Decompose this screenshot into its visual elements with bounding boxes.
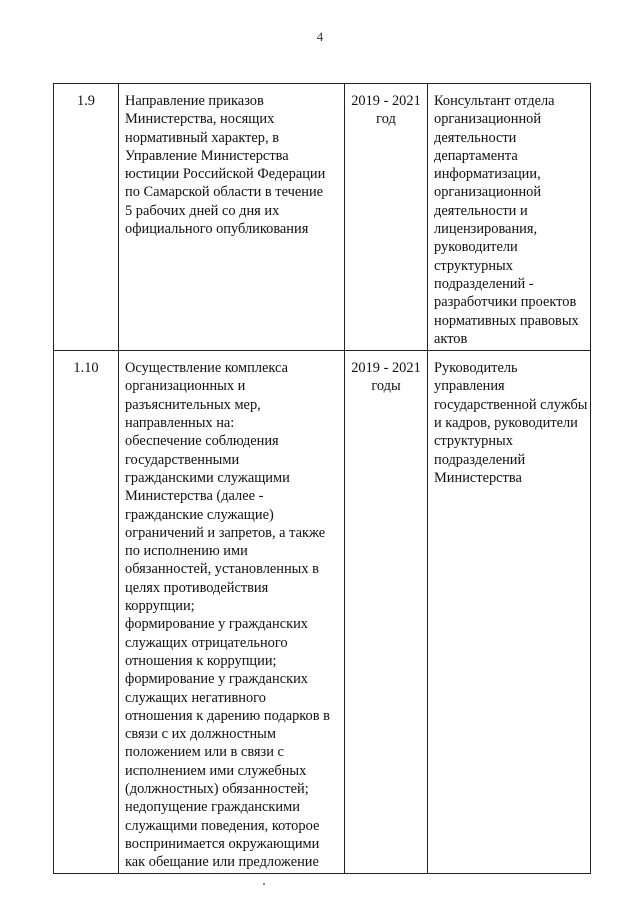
scan-dot — [263, 883, 265, 885]
measures-table — [53, 83, 591, 874]
action-text-line: ограничений и запретов, а также — [125, 524, 326, 541]
action-text-line: целях противодействия — [125, 579, 269, 596]
responsible-text-line: актов — [434, 330, 468, 347]
period-text-line: год — [376, 111, 396, 128]
responsible-text-line: организационной — [434, 184, 542, 201]
responsible-text-line: подразделений - — [434, 275, 534, 292]
action-text-line: по исполнению ими — [125, 543, 248, 560]
period-cell — [345, 84, 428, 351]
responsible-text-line: департамента — [434, 147, 518, 164]
action-text-line: организационных и — [125, 378, 246, 395]
table-row — [54, 84, 591, 351]
page-number: 4 — [316, 29, 324, 44]
item-number-cell — [54, 351, 119, 874]
responsible-text-line: разработчики проектов — [434, 294, 577, 311]
action-text-line: Направление приказов — [125, 93, 264, 109]
table-row — [54, 351, 591, 874]
action-text-line: формирование у гражданских — [125, 671, 308, 688]
action-text-line: направленных на: — [125, 415, 235, 432]
action-text-line: коррупции; — [125, 598, 195, 615]
action-text-line: положением или в связи с — [125, 744, 284, 761]
responsible-text-line: информатизации, — [434, 166, 541, 183]
responsible-text-line: деятельности и — [434, 202, 528, 219]
action-text-line: официального опубликования — [125, 221, 309, 238]
period-text-line: 2019 - 2021 — [351, 93, 421, 109]
item-number: 1.10 — [73, 360, 99, 377]
responsible-text-line: и кадров, руководители — [434, 415, 578, 432]
responsible-text-line: структурных — [434, 257, 513, 274]
item-number: 1.9 — [77, 93, 95, 109]
action-text-line: по Самарской области в течение — [125, 184, 324, 201]
action-text-line: юстиции Российской Федерации — [125, 166, 326, 183]
action-text-line: Министерства, носящих — [125, 111, 275, 128]
action-text-line: 5 рабочих дней со дня их — [125, 202, 280, 219]
action-text-line: (должностных) обязанностей; — [125, 780, 309, 797]
action-text-line: Управление Министерства — [125, 147, 289, 164]
responsible-text-line: Консультант отдела — [434, 93, 555, 109]
action-text-line: нормативный характер, в — [125, 129, 279, 146]
responsible-text-line: Министерства — [434, 469, 522, 486]
responsible-text-line: лицензирования, — [434, 221, 538, 238]
action-text-line: государственными — [125, 451, 240, 468]
action-text-line: Осуществление комплекса — [125, 360, 288, 377]
responsible-cell — [428, 84, 591, 351]
responsible-text-line: организационной — [434, 111, 542, 128]
action-text-line: гражданскими служащими — [125, 469, 290, 486]
action-text-line: обеспечение соблюдения — [125, 433, 279, 450]
action-text-line: Министерства (далее - — [125, 488, 264, 505]
action-text-line: разъяснительных мер, — [125, 396, 261, 413]
responsible-text-line: Руководитель — [434, 360, 518, 377]
responsible-cell — [428, 351, 591, 874]
action-text-line: формирование у гражданских — [125, 616, 308, 633]
action-text-line: обязанностей, установленных в — [125, 561, 319, 578]
responsible-text-line: структурных — [434, 433, 513, 450]
action-text-line: служащих отрицательного — [125, 634, 288, 651]
responsible-text-line: подразделений — [434, 451, 526, 468]
action-text-line: гражданские служащие) — [125, 506, 274, 523]
action-text-line: связи с их должностным — [125, 726, 276, 743]
action-text-line: отношения к коррупции; — [125, 652, 277, 669]
responsible-text-line: управления — [434, 378, 505, 395]
responsible-text-line: руководители — [434, 239, 518, 256]
responsible-text-line: деятельности — [434, 129, 517, 146]
action-text-line: как обещание или предложение — [125, 854, 319, 871]
action-text-line: исполнением ими служебных — [125, 762, 307, 779]
action-text-line: недопущение гражданскими — [125, 799, 300, 816]
action-text-line: отношения к дарению подарков в — [125, 707, 330, 724]
responsible-text-line: государственной службы — [434, 396, 588, 413]
action-cell — [119, 351, 345, 874]
responsible-text-line: нормативных правовых — [434, 312, 579, 329]
action-text-line: воспринимается окружающими — [125, 835, 320, 852]
action-text-line: служащих негативного — [125, 689, 266, 706]
period-text-line: годы — [371, 378, 401, 395]
item-number-cell — [54, 84, 119, 351]
action-cell — [119, 84, 345, 351]
period-cell — [345, 351, 428, 874]
period-text-line: 2019 - 2021 — [351, 360, 421, 377]
action-text-line: служащими поведения, которое — [125, 817, 320, 834]
